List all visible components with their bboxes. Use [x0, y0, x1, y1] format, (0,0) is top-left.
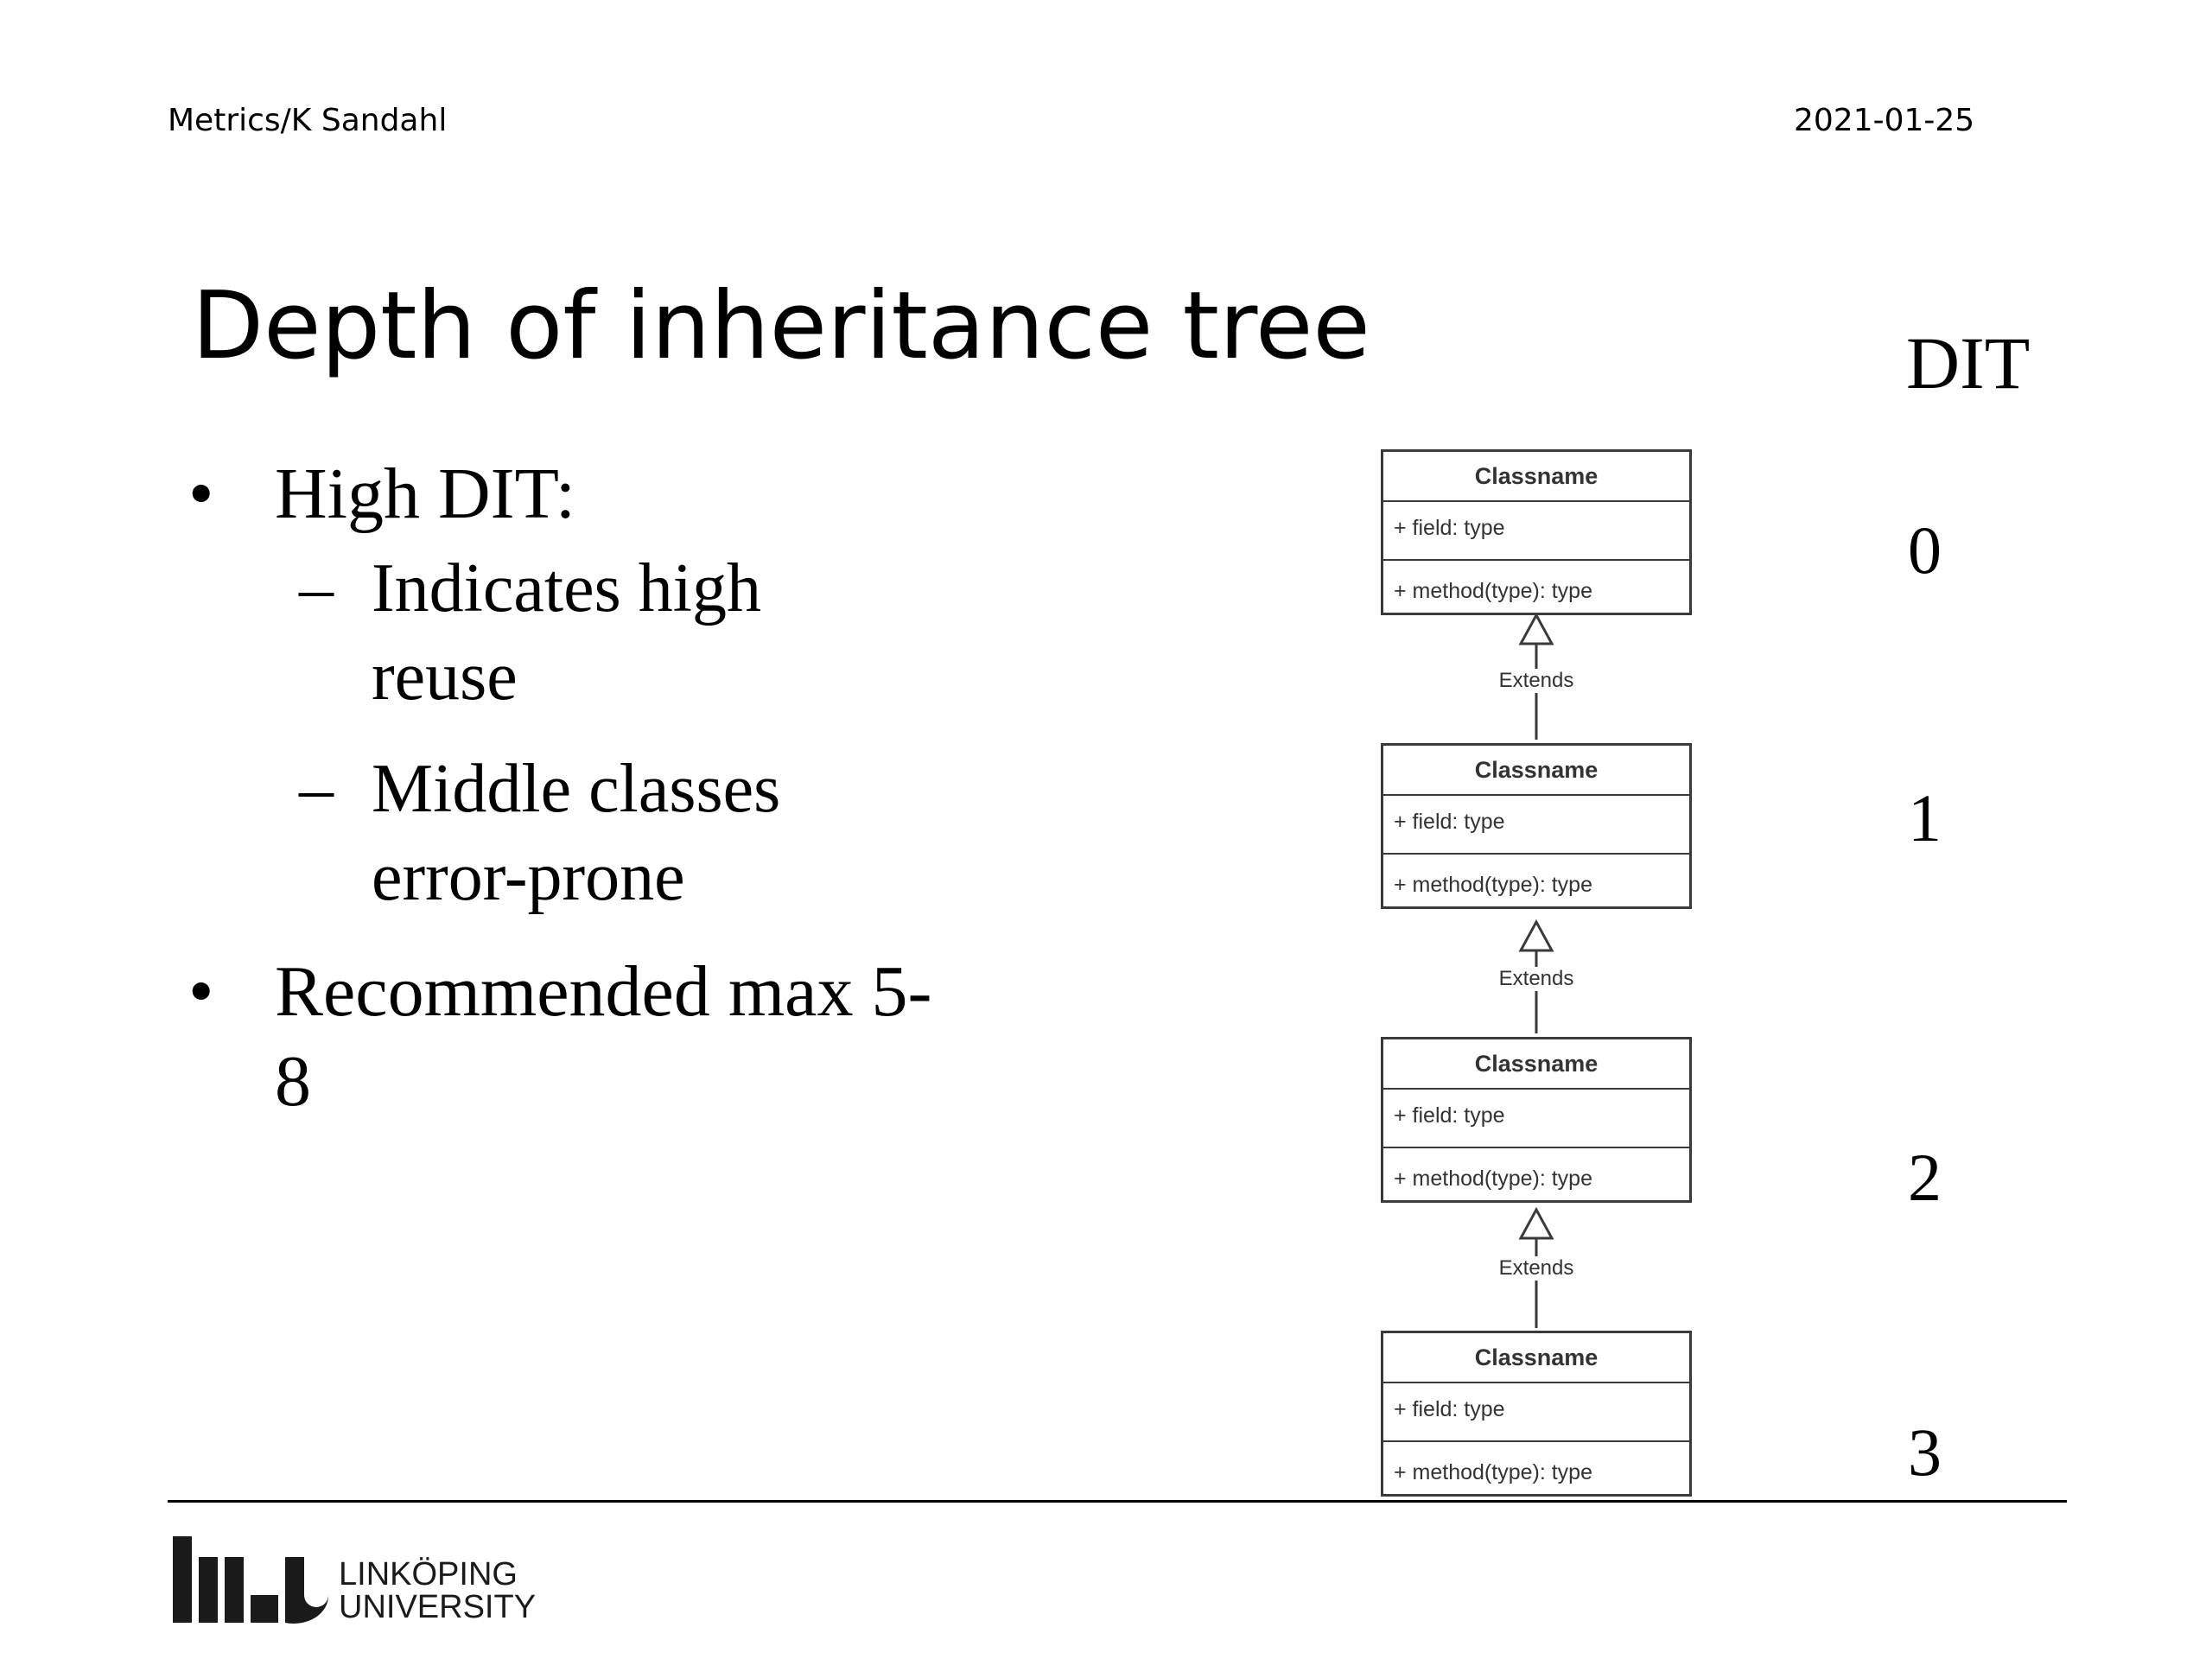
- class-method: + method(type): type: [1394, 1460, 1592, 1484]
- class-method: + method(type): type: [1394, 873, 1592, 897]
- sub-bullet-marker: –: [299, 751, 334, 827]
- bullet-text: Recommended max 5-8: [275, 951, 932, 1122]
- bullet-marker: •: [188, 951, 214, 1032]
- dit-value: 3: [1908, 1414, 1942, 1490]
- extends-arrowhead: [1521, 1210, 1552, 1238]
- uml-class-box: [1381, 743, 1692, 909]
- class-name: Classname: [1383, 1039, 1689, 1090]
- dit-column-heading: DIT: [1906, 321, 2031, 404]
- bullet-marker: •: [188, 454, 214, 534]
- class-name: Classname: [1383, 746, 1689, 796]
- liu-logo-mark-icon: [169, 1535, 328, 1626]
- uml-class-box: [1381, 1331, 1692, 1497]
- class-method: + method(type): type: [1394, 579, 1592, 603]
- dit-value: 0: [1908, 512, 1942, 588]
- class-field: + field: type: [1383, 1090, 1689, 1148]
- slide-title: Depth of inheritance tree: [192, 272, 1370, 380]
- class-name: Classname: [1383, 1333, 1689, 1383]
- dit-value: 1: [1908, 780, 1942, 855]
- extends-label: Extends: [1467, 669, 1605, 693]
- extends-label: Extends: [1467, 967, 1605, 991]
- class-method: + method(type): type: [1394, 1166, 1592, 1191]
- logo-text-line1: LINKÖPING: [339, 1556, 518, 1592]
- sub-bullet-text: Middle classes error-prone: [372, 751, 781, 915]
- class-field: + field: type: [1383, 1383, 1689, 1442]
- uml-class-box: [1381, 1037, 1692, 1203]
- sub-bullet-marker: –: [299, 550, 334, 626]
- footer-divider: [168, 1500, 2067, 1503]
- header-left-text: Metrics/K Sandahl: [168, 103, 448, 138]
- uml-class-box: [1381, 449, 1692, 615]
- sub-bullet-text: Indicates high reuse: [372, 550, 761, 715]
- header-date: 2021-01-25: [1794, 103, 1975, 138]
- bullet-text: High DIT:: [275, 454, 576, 534]
- class-field: + field: type: [1383, 796, 1689, 855]
- logo-text-line2: UNIVERSITY: [339, 1589, 537, 1625]
- extends-arrowhead: [1521, 615, 1552, 644]
- dit-value: 2: [1908, 1140, 1942, 1215]
- class-field: + field: type: [1383, 502, 1689, 561]
- extends-arrowhead: [1521, 922, 1552, 950]
- class-name: Classname: [1383, 452, 1689, 502]
- extends-label: Extends: [1467, 1256, 1605, 1281]
